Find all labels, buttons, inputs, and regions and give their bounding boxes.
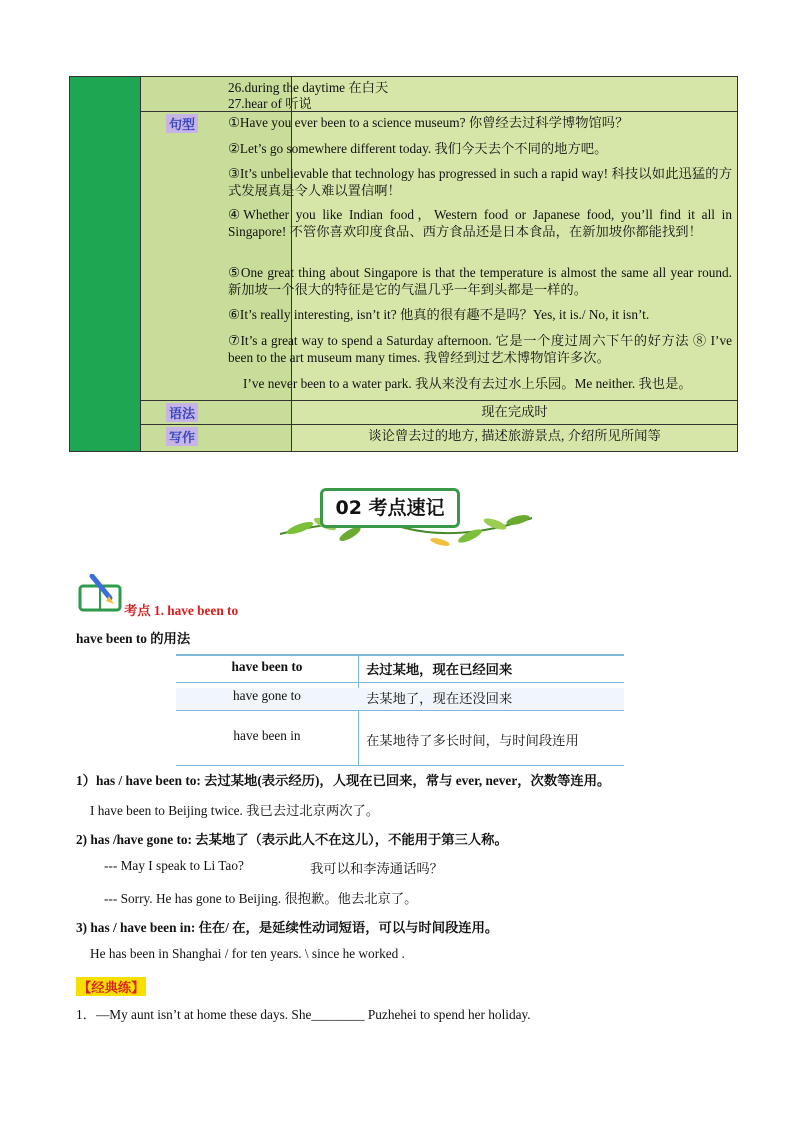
notebook-pencil-icon <box>78 574 124 612</box>
meaning-cell: 在某地待了多长时间，与时间段连用 <box>366 733 579 748</box>
grammar-text: 现在完成时 <box>481 404 548 419</box>
sentence-6: ⑥It’s really interesting, isn’t it? 他真的很有趣不是吗？Yes, it is./ No, it isn’t. <box>228 307 650 322</box>
example-2a-chinese: 我可以和李涛通话吗？ <box>310 861 443 876</box>
rule-1: 1）has / have been to: 去过某地(表示经历)，人现在已回来，常与 ever, never，次数等连用。 <box>76 773 611 788</box>
label-writing: 写作 <box>166 427 198 446</box>
badge-title: 02 考点速记 <box>320 488 460 528</box>
vocab-item-26: 26.during the daytime 在白天 <box>228 80 389 95</box>
rule-3: 3) has / have been in: 住在/ 在，是延续性动词短语，可以与时间段连用。 <box>76 920 499 935</box>
term-cell: have been to <box>231 659 303 674</box>
label-grammar: 语法 <box>166 403 198 422</box>
sentence-7-8: ⑦It’s a great way to spend a Saturday afternoon. 它是一个度过周六下午的好方法 ⑧ I’ve been to the art museum many times. 我曾经到过艺术博物馆许多次。 <box>228 333 732 365</box>
label-sentences: 句型 <box>166 114 198 133</box>
example-2b: --- Sorry. He has gone to Beijing. 很抱歉。他去北京了。 <box>104 891 418 906</box>
sentence-1: ①Have you ever been to a science museum? 你曾经去过科学博物馆吗？ <box>228 115 629 130</box>
sentence-9: I’ve never been to a water park. 我从来没有去过水上乐园。Me neither. 我也是。 <box>243 376 692 391</box>
row-divider <box>140 424 738 425</box>
term-cell: have been in <box>233 728 301 743</box>
example-2a-english: --- May I speak to Li Tao? <box>104 858 244 873</box>
sentence-4: ④Whether you like Indian food，Western food or Japanese food, you’ll find it all in Singapore! 不管你喜欢印度食品、西方食品还是日本食品，在新加坡你都能找到！ <box>228 207 732 239</box>
meaning-cell: 去过某地，现在已经回来 <box>366 662 513 677</box>
rule-2: 2) has /have gone to: 去某地了（表示此人不在这儿），不能用于第三人称。 <box>76 832 508 847</box>
row-divider <box>140 400 738 401</box>
question-1: 1．—My aunt isn’t at home these days. She________ Puzhehei to spend her holiday. <box>76 1007 531 1022</box>
practice-tag: 【经典练】 <box>76 977 146 996</box>
section-badge <box>270 484 540 552</box>
sentence-3: ③It’s unbelievable that technology has progressed in such a rapid way! 科技以如此迅猛的方式发展真是令人难以置信啊！ <box>228 166 732 198</box>
example-3: He has been in Shanghai / for ten years. \ since he worked . <box>90 946 405 961</box>
vocab-item-27: 27.hear of 听说 <box>228 96 312 111</box>
sentence-2: ②Let’s go somewhere different today. 我们今天去个不同的地方吧。 <box>228 141 608 156</box>
example-1: I have been to Beijing twice. 我已去过北京两次了。 <box>90 803 380 818</box>
usage-subtitle: have been to 的用法 <box>76 631 191 646</box>
green-side-column <box>70 77 141 451</box>
meaning-cell: 去某地了，现在还没回来 <box>366 691 513 706</box>
term-cell: have gone to <box>233 688 301 703</box>
sentence-5: ⑤One great thing about Singapore is that the temperature is almost the same all year round. 新加坡一个很大的特征是它的气温几乎一年到头都是一样的。 <box>228 265 732 297</box>
writing-text: 谈论曾去过的地方, 描述旅游景点, 介绍所见所闻等 <box>368 428 661 443</box>
table-row <box>176 688 624 710</box>
usage-table <box>176 654 624 766</box>
section-title: 考点 1. have been to <box>124 603 239 618</box>
